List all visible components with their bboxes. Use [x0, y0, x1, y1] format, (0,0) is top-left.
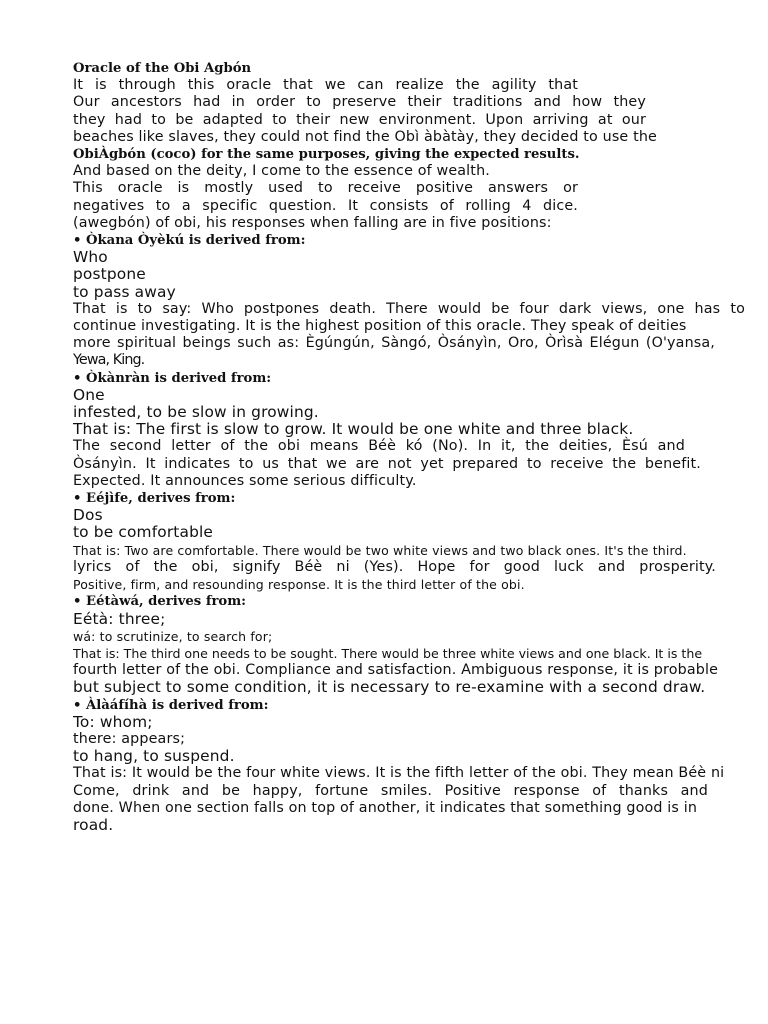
- paragraph-line: That is: The first is slow to grow. It would be one white and three black.: [73, 420, 634, 439]
- paragraph-line: road.: [73, 815, 114, 834]
- paragraph-line: continue investigating. It is the highest position of this oracle. They speak of deities: [73, 318, 687, 335]
- paragraph-line: to hang, to suspend.: [73, 747, 235, 766]
- paragraph-line: Who: [73, 248, 108, 267]
- section-heading-eetawa: • Eétàwá, derives from:: [73, 594, 247, 610]
- paragraph-line: they had to be adapted to their new environment. Upon arriving at our: [73, 111, 646, 128]
- paragraph-line: Eétà: three;: [73, 609, 166, 628]
- paragraph-line: Our ancestors had in order to preserve their traditions and how they: [73, 94, 646, 111]
- paragraph-line: That is: Two are comfortable. There would be two white views and two black ones. It's the third.: [73, 542, 687, 558]
- section-heading-eejife: • Eéjìfe, derives from:: [73, 491, 236, 507]
- section-heading-okana-oyeku: • Òkana Òyèkú is derived from:: [73, 233, 306, 249]
- paragraph-line: Expected. It announces some serious difficulty.: [73, 472, 417, 489]
- paragraph-line: That is: The third one needs to be sought. There would be three white views and one black. It is the: [73, 645, 703, 661]
- paragraph-line: there: appears;: [73, 730, 186, 747]
- paragraph-line: wá: to scrutinize, to search for;: [73, 628, 273, 644]
- paragraph-line: infested, to be slow in growing.: [73, 403, 319, 422]
- paragraph-line: postpone: [73, 265, 146, 284]
- paragraph-line: Dos: [73, 506, 103, 525]
- paragraph-line: That is to say: Who postpones death. There would be four dark views, one has to: [73, 300, 745, 317]
- section-heading-okanran: • Òkànràn is derived from:: [73, 370, 272, 386]
- paragraph-line: to be comfortable: [73, 523, 214, 542]
- paragraph-line: This oracle is mostly used to receive positive answers or: [73, 180, 578, 197]
- paragraph-line: fourth letter of the obi. Compliance and satisfaction. Ambiguous response, it is probable: [73, 662, 719, 679]
- paragraph-line: beaches like slaves, they could not find the Obì àbàtày, they decided to use the: [73, 128, 657, 145]
- paragraph-line: to pass away: [73, 282, 176, 301]
- paragraph-line: done. When one section falls on top of another, it indicates that something good is in: [73, 799, 698, 816]
- paragraph-line: lyrics of the obi, signify Béè ni (Yes). Hope for good luck and prosperity.: [73, 558, 716, 575]
- paragraph-line: but subject to some condition, it is necessary to re-examine with a second draw.: [73, 678, 706, 697]
- paragraph-line-bold: ObiÀgbón (coco) for the same purposes, giving the expected results.: [73, 147, 580, 163]
- paragraph-line: One: [73, 385, 105, 404]
- paragraph-line: negatives to a specific question. It consists of rolling 4 dice.: [73, 197, 578, 214]
- document-page: [73, 60, 745, 834]
- paragraph-line: And based on the deity, I come to the essence of wealth.: [73, 163, 490, 180]
- paragraph-line: Yewa, King.: [73, 352, 145, 369]
- paragraph-line: more spiritual beings such as: Ègúngún, Sàngó, Òsányìn, Oro, Òrìsà Elégun (O'yansa,: [73, 335, 715, 352]
- paragraph-line: The second letter of the obi means Béè kó (No). In it, the deities, Èsú and: [73, 438, 685, 455]
- paragraph-line: Come, drink and be happy, fortune smiles. Positive response of thanks and: [73, 782, 708, 799]
- section-heading-alaafiha: • Àlàáfíhà is derived from:: [73, 697, 269, 713]
- document-title: Oracle of the Obi Agbón: [73, 61, 252, 76]
- paragraph-line: (awegbón) of obi, his responses when falling are in five positions:: [73, 214, 552, 231]
- paragraph-line: Positive, firm, and resounding response. It is the third letter of the obi.: [73, 577, 525, 593]
- paragraph-line: That is: It would be the four white views. It is the fifth letter of the obi. They mean Béè ni: [73, 765, 725, 782]
- paragraph-line: Òsányìn. It indicates to us that we are not yet prepared to receive the benefit.: [73, 455, 701, 472]
- paragraph-line: It is through this oracle that we can realize the agility that: [73, 77, 578, 94]
- paragraph-line: To: whom;: [73, 712, 153, 731]
